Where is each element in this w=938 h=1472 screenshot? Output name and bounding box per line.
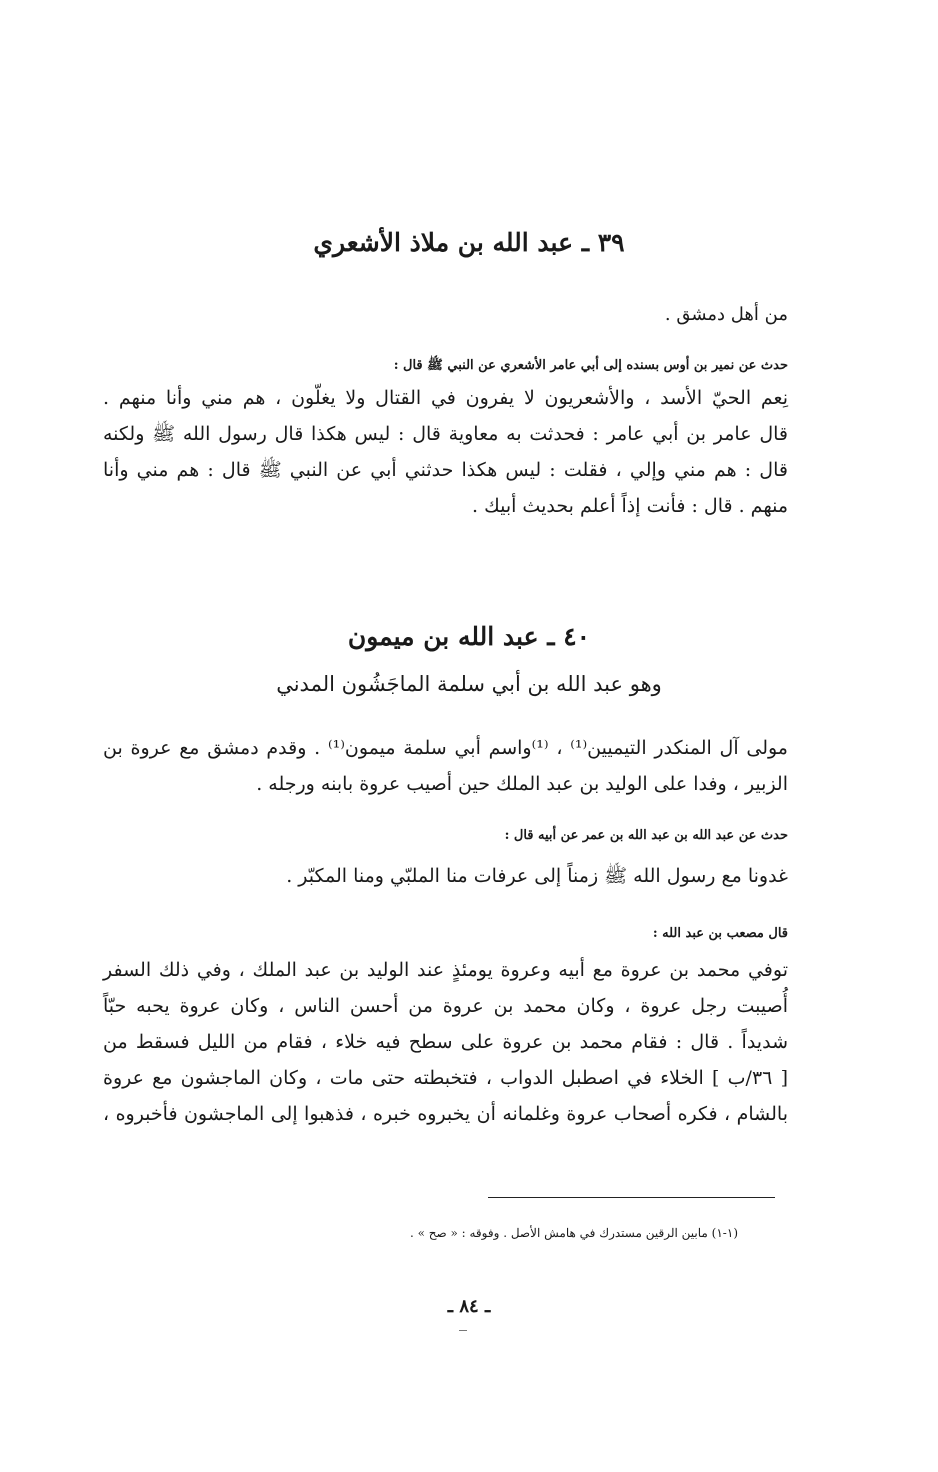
section-40-line: بالشام ، فكره أصحاب عروة وغلمانه أن يخبروه خبره ، فذهبوا إلى الماجشون فأخبروه ، [103,1103,788,1125]
section-40-intro [103,730,788,802]
section-40-isnad-2: قال مصعب بن عبد الله : [652,926,788,941]
section-40-intro-line: الزبير ، وفدا على الوليد بن عبد الملك حين أصيب عروة بابنه ورجله . [256,773,788,795]
section-40-title: ٤٠ ـ عبد الله بن ميمون [347,622,591,651]
section-40-isnad-1: حدث عن عبد الله بن عبد الله بن عمر عن أبيه قال : [504,828,788,843]
section-40-line: أُصيبت رجل عروة ، وكان محمد بن عروة من أحسن الناس ، وكان عروة يحبه حبّاً [103,995,788,1017]
section-40-subtitle: وهو عبد الله بن أبي سلمة الماجَشُون المدني [276,672,662,696]
section-39-line: قال عامر بن أبي عامر : فحدثت به معاوية قال : ليس هكذا قال رسول الله ﷺ ولكنه [103,423,788,445]
section-39-line: قال : هم مني وإلي ، فقلت : ليس هكذا حدثني أبي عن النبي ﷺ قال : هم مني وأنا [103,459,788,481]
section-39-body [103,380,788,524]
section-40-intro-line: مولى آل المنكدر التيميين⁽¹⁾ ، ⁽¹⁾واسم أبي سلمة ميمون⁽¹⁾ . وقدم دمشق مع عروة بن [103,737,788,759]
section-40-line: توفي محمد بن عروة مع أبيه وعروة يومئذٍ عند الوليد بن عبد الملك ، وفي ذلك السفر [103,959,788,981]
section-39-line: نِعم الحيّ الأسد ، والأشعريون لا يفرون في القتال ولا يغلّون ، هم مني وأنا منهم . [103,387,788,409]
footnote-divider [488,1197,775,1198]
section-40-line: شديداً . قال : فقام محمد بن عروة على سطح فيه خلاء ، فقام من الليل فسقط من [103,1031,788,1053]
footnote: (١-١) مابين الرقين مستدرك في هامش الأصل . وفوقه : « صح » . [409,1226,738,1240]
section-40-hadith-1 [103,858,788,894]
section-40-body [103,952,788,1132]
scan-mark [459,1330,467,1331]
section-39-isnad: حدث عن نمير بن أوس بسنده إلى أبي عامر الأشعري عن النبي ﷺ قال : [393,358,788,373]
section-39-line: منهم . قال : فأنت إذاً أعلم بحديث أبيك . [472,495,788,517]
section-40-hadith-line: غدونا مع رسول الله ﷺ زمناً إلى عرفات منا الملبّي ومنا المكبّر . [286,865,788,887]
section-40-line: [ ٣٦/ب ] الخلاء في اصطبل الدواب ، فتخبطته حتى مات ، وكان الماجشون مع عروة [103,1067,788,1089]
section-39-intro: من أهل دمشق . [664,304,788,325]
section-39-title: ٣٩ ـ عبد الله بن ملاذ الأشعري [313,228,625,257]
page-number: ـ ٨٤ ـ [447,1296,491,1317]
